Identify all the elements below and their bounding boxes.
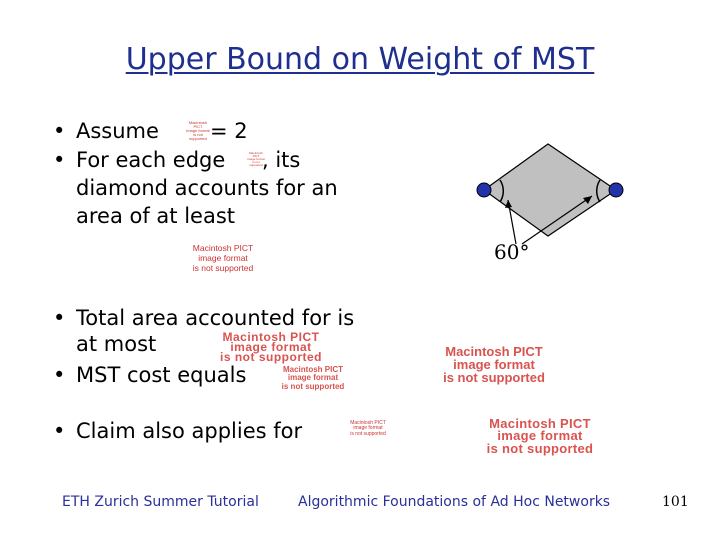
pict-line: Macintosh PICT <box>489 416 591 431</box>
pict-line: image format <box>186 128 210 134</box>
pict-line: Macintosh PICT <box>192 243 254 253</box>
pict-line: is not supported <box>281 381 345 391</box>
pict-line: is not supported <box>249 160 263 168</box>
pict-placeholder-icon <box>418 345 570 384</box>
node-dot-icon <box>477 183 491 197</box>
bullet-glyph: • <box>53 419 66 443</box>
pict-line: Macintosh PICT <box>188 120 208 130</box>
bullet-edge-a: For each edge <box>76 148 226 172</box>
bullet-glyph: • <box>53 119 66 143</box>
pict-placeholder-icon <box>340 421 396 437</box>
pict-line: image format <box>247 157 265 162</box>
bullet-total-line2: at most <box>76 332 157 356</box>
pict-placeholder-icon <box>184 121 212 141</box>
bullet-glyph: • <box>53 148 66 172</box>
pict-placeholder-icon <box>448 418 632 455</box>
pict-placeholder-icon <box>192 244 254 273</box>
node-dot-icon <box>609 183 623 197</box>
pict-line: image format <box>497 428 583 444</box>
pict-line: image format <box>198 252 248 263</box>
bullet-edge-line2: diamond accounts for an <box>76 176 338 200</box>
pict-line: Macintosh PICT <box>222 330 320 344</box>
pict-line: is not supported <box>220 350 322 365</box>
pict-line: is not supported <box>189 132 207 142</box>
bullet-assume-suffix: = 2 <box>210 119 248 143</box>
bullet-claim: Claim also applies for <box>76 419 303 443</box>
pict-line: is not supported <box>350 430 386 437</box>
pict-line: Macintosh PICT <box>249 151 263 159</box>
pict-line: image format <box>230 340 312 355</box>
bullet-edge-b: , its <box>262 148 301 172</box>
pict-placeholder-icon <box>278 366 348 391</box>
bullet-assume-prefix: Assume <box>76 119 159 143</box>
bullet-edge-line3: area of at least <box>76 204 235 228</box>
pict-line: image format <box>287 373 339 383</box>
pict-line: Macintosh PICT <box>350 420 386 426</box>
pict-line: image format <box>353 425 383 432</box>
bullet-glyph: • <box>53 306 66 330</box>
bullet-total-line1: Total area accounted for is <box>76 306 355 330</box>
page-number: 101 <box>662 494 689 510</box>
diamond-figure <box>470 136 630 246</box>
pict-line: is not supported <box>192 262 254 273</box>
footer-center: Algorithmic Foundations of Ad Hoc Networks <box>298 494 611 510</box>
bullet-mst-cost: MST cost equals <box>76 363 247 387</box>
footer-left: ETH Zurich Summer Tutorial <box>62 494 259 510</box>
pict-line: is not supported <box>486 440 594 456</box>
angle-label: 60° <box>494 240 530 264</box>
pict-line: Macintosh PICT <box>282 365 343 374</box>
pict-placeholder-icon <box>186 332 356 363</box>
bullet-glyph: • <box>53 363 66 387</box>
slide-title: Upper Bound on Weight of MST <box>125 42 595 77</box>
pict-line: Macintosh PICT <box>445 344 543 359</box>
pict-line: is not supported <box>443 370 545 385</box>
pict-line: image format <box>453 357 535 372</box>
